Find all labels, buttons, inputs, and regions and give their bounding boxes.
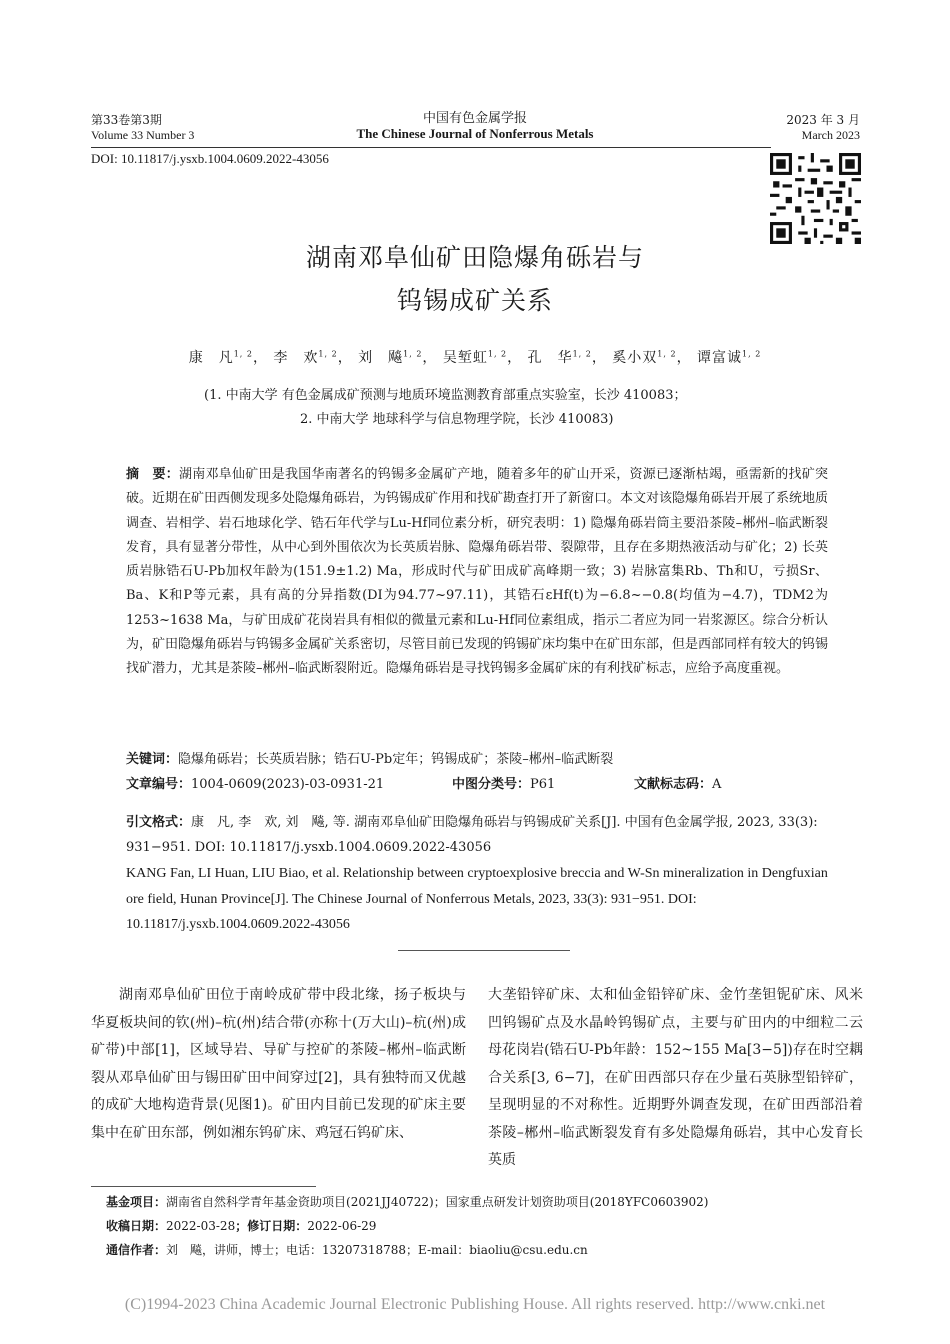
abstract-text: 湖南邓阜仙矿田是我国华南著名的钨锡多金属矿产地，随着多年的矿山开采，资源已逐渐枯竭，亟需新的找矿突破。近期在矿田西侧发现多处隐爆角砾岩，为钨锡成矿作用和找矿勘查打开了新窗口。本文对该隐爆角砾岩开展了系统地质调查、岩相学、岩石地球化学、锆石年代学与Lu-Hf同位素分析，研究表明：1) 隐爆角砾岩筒主要沿茶陵–郴州–临武断裂发育，具有显著分带性，从中心到外围依次为长英质岩脉、隐爆角砾岩带、裂隙带，且存在多期热液活动与矿化；2) 长英质岩脉锆石U-Pb加权年龄为(151.9±1.2) Ma，形成时代与矿田成矿高峰期一致；3) 岩脉富集Rb、Th和U，亏损Sr、Ba、K和P等元素，具有高的分异指数(DI为94.77~97.11)，其锆石εHf(t)为−6.8~−0.8(均值为−4.7)，TDM2为1253~1638 Ma，与矿田成矿花岗岩具有相似的微量元素和Lu-Hf同位素组成，指示二者应为同一岩浆源区。综合分析认为，矿田隐爆角砾岩与钨锡多金属矿关系密切，尽管目前已发现的钨锡矿床均集中在矿田东部，但是西部同样有较大的钨锡找矿潜力，尤其是茶陵–郴州–临武断裂附近。隐爆角砾岩是寻找钨锡多金属矿床的有利找矿标志，应给予高度重视。 — [126, 467, 829, 677]
affiliation-2: 2. 中南大学 地球科学与信息物理学院，长沙 410083) — [300, 412, 614, 427]
volume-cn: 第33卷第3期 — [91, 113, 162, 127]
separator — [398, 950, 570, 951]
issue-date — [760, 113, 860, 143]
date-cn: 2023 年 3 月 — [786, 113, 860, 127]
keywords-text: 隐爆角砾岩；长英质岩脉；锆石U-Pb定年；钨锡成矿；茶陵–郴州–临武断裂 — [178, 752, 614, 767]
document-code: 文献标志码：A — [634, 777, 722, 792]
author: 刘 飚$^{1, 2}$ — [358, 349, 423, 366]
abstract — [126, 463, 828, 682]
affiliation-1: (1. 中南大学 有色金属成矿预测与地质环境监测教育部重点实验室，长沙 410083； — [204, 388, 687, 403]
keywords-label: 关键词： — [126, 752, 179, 767]
volume-issue — [91, 113, 194, 143]
citation-label: 引文格式： — [126, 815, 192, 830]
paper-title-line2: 钨锡成矿关系 — [396, 286, 553, 315]
journal-name-en: The Chinese Journal of Nonferrous Metals — [356, 126, 594, 141]
corresponding-author: 通信作者：刘 飚，讲师，博士；电话：13207318788；E-mail：biaoliu@csu.edu.cn — [106, 1243, 588, 1257]
date-en: March 2023 — [801, 128, 860, 142]
volume-en: Volume 33 Number 3 — [91, 128, 195, 142]
citation-en: KANG Fan, LI Huan, LIU Biao, et al. Relationship between cryptoexplosive breccia and W-Sn mineralization in Dengfuxian ore field, Hunan Province[J]. The Chinese Journal of Nonferrous Metals, 2023, 33(3): 931−951. DOI: 10.11817/j.ysxb.1004.0609.2022-43056 — [126, 866, 828, 932]
citation-cn: 引文格式：康 凡, 李 欢, 刘 飚, 等. 湖南邓阜仙矿田隐爆角砾岩与钨锡成矿关系[J]. 中国有色金属学报, 2023, 33(3): 931−951. DOI: 10.11817/j.ysxb.1004.0609.2022-43056 — [126, 815, 818, 855]
qr-code-icon — [770, 153, 861, 244]
footnote-rule — [91, 1186, 316, 1187]
header-rule — [91, 147, 771, 148]
author: 吴堑虹$^{1, 2}$ — [442, 349, 508, 366]
body-column-right: 大垄铅锌矿床、太和仙金铅锌矿床、金竹垄钽铌矿床、风米凹钨锡矿点及水晶岭钨锡矿点，主要与矿田内的中细粒二云母花岗岩(锆石U-Pb年龄：152~155 Ma[3−5])存在时空耦合关系[3, 6−7]，在矿田西部只存在少量石英脉型铅锌矿，呈现明显的不对称性。近期野外调查发现，在矿田西部沿着茶陵–郴州–临武断裂发育有多处隐爆角砾岩，其中心发育长英质 — [488, 987, 863, 1168]
keywords — [126, 748, 828, 767]
author: 李 欢$^{1, 2}$ — [273, 349, 338, 366]
journal-name-cn: 中国有色金属学报 — [422, 111, 527, 126]
author: 奚小双$^{1, 2}$ — [612, 349, 677, 366]
cnki-watermark: (C)1994-2023 China Academic Journal Electronic Publishing House. All rights reserved. http://www.cnki.net — [124, 1296, 826, 1313]
doi: DOI: 10.11817/j.ysxb.1004.0609.2022-43056 — [91, 151, 329, 166]
author-list: 康 凡$^{1, 2}$， 李 欢$^{1, 2}$， 刘 飚$^{1, 2}$， 吴堑虹$^{1, 2}$， 孔 华$^{1, 2}$， 奚小双$^{1, 2}$， 谭富诚$^{1, 2}$ — [188, 349, 762, 366]
paper-title-line1: 湖南邓阜仙矿田隐爆角砾岩与 — [305, 243, 644, 272]
author: 孔 华$^{1, 2}$ — [527, 349, 592, 366]
abstract-label: 摘 要： — [126, 467, 179, 482]
clc-number: 中图分类号：P61 — [452, 777, 556, 792]
received-date: 收稿日期：2022-03-28；修订日期：2022-06-29 — [106, 1219, 377, 1233]
journal-name — [300, 111, 650, 141]
funding: 基金项目：湖南省自然科学青年基金资助项目(2021JJ40722)；国家重点研发计划资助项目(2018YFC0603902) — [106, 1195, 709, 1209]
author: 康 凡$^{1, 2}$ — [188, 349, 253, 366]
author: 谭富诚$^{1, 2}$ — [697, 349, 762, 366]
body-column-left: 湖南邓阜仙矿田位于南岭成矿带中段北缘，扬子板块与华夏板块间的钦(州)–杭(州)结合带(亦称十(万大山)–杭(州)成矿带)中部[1]，区域导岩、导矿与控矿的茶陵–郴州–临武断裂从邓阜仙矿田与锡田矿田中间穿过[2]，具有独特而又优越的成矿大地构造背景(见图1)。矿田内目前已发现的矿床主要集中在矿田东部，例如湘东钨矿床、鸡冠石钨矿床、 — [91, 987, 466, 1141]
article-number: 文章编号：1004-0609(2023)-03-0931-21 — [126, 777, 385, 792]
